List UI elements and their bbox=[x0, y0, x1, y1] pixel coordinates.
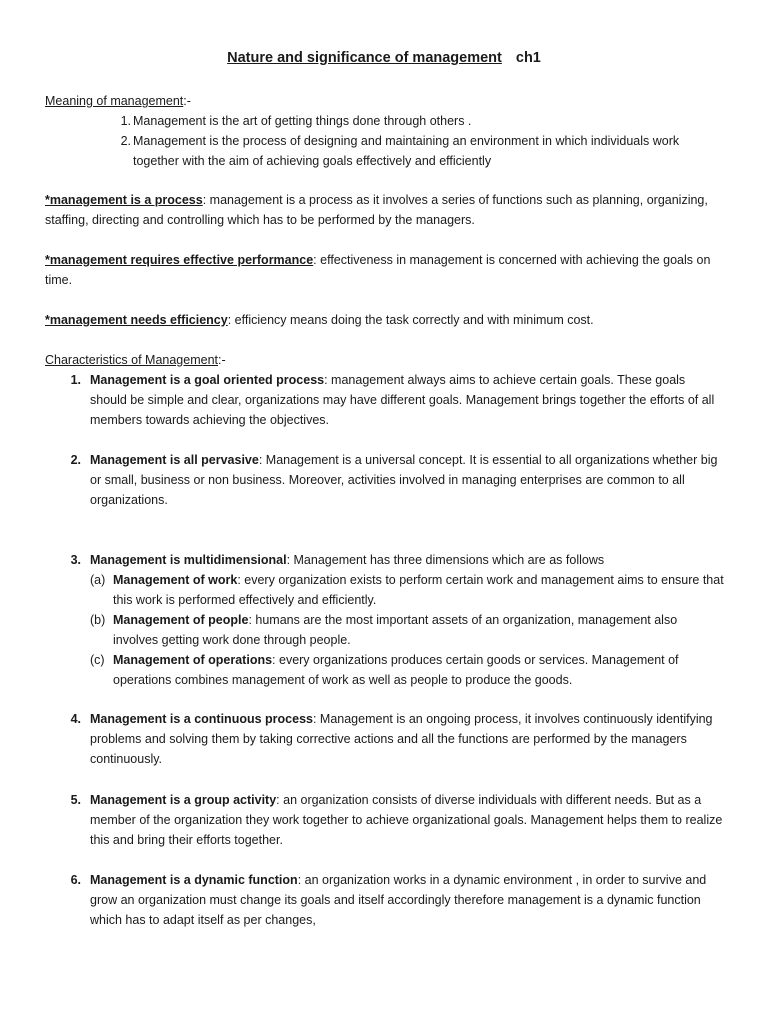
list-number: 1. bbox=[70, 373, 81, 387]
sub-item bbox=[45, 650, 725, 690]
list-text: Management is a goal oriented process: management always aims to achieve certain goals. These goals should be simple and clear, organizations may have different goals. Management brings together the efforts of all members towards achieving the objectives. bbox=[90, 373, 715, 427]
sub-item bbox=[45, 610, 725, 650]
meaning-item bbox=[45, 131, 725, 171]
point-text: : management is a process as it involves a series of functions such as planning, organizing, staffing, directing and controlling which has to be performed by the managers. bbox=[45, 193, 708, 227]
point-text: : efficiency means doing the task correctly and with minimum cost. bbox=[227, 313, 594, 327]
point-effective-performance bbox=[45, 250, 725, 290]
characteristic-item bbox=[45, 709, 725, 769]
page-title bbox=[0, 48, 768, 68]
sub-number: (b) bbox=[90, 613, 106, 627]
list-number: 6. bbox=[70, 873, 81, 887]
list-text: Management is a group activity: an organization consists of diverse individuals with different needs. But as a member of the organization they work together to achieve organizational goals. Management helps them to realize this and bring their efforts together. bbox=[90, 793, 723, 847]
list-text: Management is the art of getting things done through others . bbox=[133, 114, 472, 128]
list-number: 5. bbox=[70, 793, 81, 807]
point-label: *management is a process bbox=[45, 193, 203, 207]
list-text: Management is a continuous process: Management is an ongoing process, it involves continuously identifying problems and solving them by taking corrective actions and all the functions are performed by the managers continuously. bbox=[90, 712, 713, 766]
meaning-section bbox=[45, 91, 725, 171]
list-text: Management is multidimensional: Management has three dimensions which are as follows bbox=[90, 553, 605, 567]
point-text: : effectiveness in management is concerned with achieving the goals on time. bbox=[45, 253, 711, 287]
list-number: 2. bbox=[120, 134, 131, 148]
sub-number: (c) bbox=[90, 653, 105, 667]
characteristic-item bbox=[45, 790, 725, 850]
point-efficiency bbox=[45, 310, 725, 330]
sub-item bbox=[45, 570, 725, 610]
point-label: *management requires effective performance bbox=[45, 253, 314, 267]
title-chapter: ch1 bbox=[515, 50, 541, 66]
list-text: Management is all pervasive: Management is a universal concept. It is essential to all organizations whether big or small, business or non business. Moreover, activities involved in managing enterprises are common to all organizations. bbox=[90, 453, 718, 507]
sub-number: (a) bbox=[90, 573, 106, 587]
title-main: Nature and significance of management bbox=[227, 50, 502, 66]
point-process bbox=[45, 190, 725, 230]
meaning-heading: Meaning of management:- bbox=[45, 94, 191, 108]
characteristic-item bbox=[45, 450, 725, 510]
list-number: 4. bbox=[70, 712, 81, 726]
list-number: 2. bbox=[70, 453, 81, 467]
characteristic-item bbox=[45, 870, 725, 930]
sub-text: Management of operations: every organizations produces certain goods or services. Management of operations combines management of work as well as people to produce the goods. bbox=[113, 653, 679, 687]
point-label: *management needs efficiency bbox=[45, 313, 228, 327]
sub-text: Management of work: every organization exists to perform certain work and management aims to ensure that this work is performed effectively and efficiently. bbox=[113, 573, 724, 607]
characteristics-heading: Characteristics of Management:- bbox=[45, 353, 226, 367]
characteristic-item bbox=[45, 370, 725, 430]
meaning-item bbox=[45, 111, 725, 131]
list-text: Management is a dynamic function: an organization works in a dynamic environment , in order to survive and grow an organization must change its goals and itself accordingly therefore management is a dynamic function which has to adapt itself as per changes, bbox=[90, 873, 707, 927]
characteristic-item bbox=[45, 550, 725, 690]
list-text: Management is the process of designing and maintaining an environment in which individuals work together with the aim of achieving goals effectively and efficiently bbox=[133, 134, 680, 168]
list-number: 3. bbox=[70, 553, 81, 567]
sub-text: Management of people: humans are the most important assets of an organization, management also involves getting work done through people. bbox=[113, 613, 678, 647]
list-number: 1. bbox=[120, 114, 131, 128]
